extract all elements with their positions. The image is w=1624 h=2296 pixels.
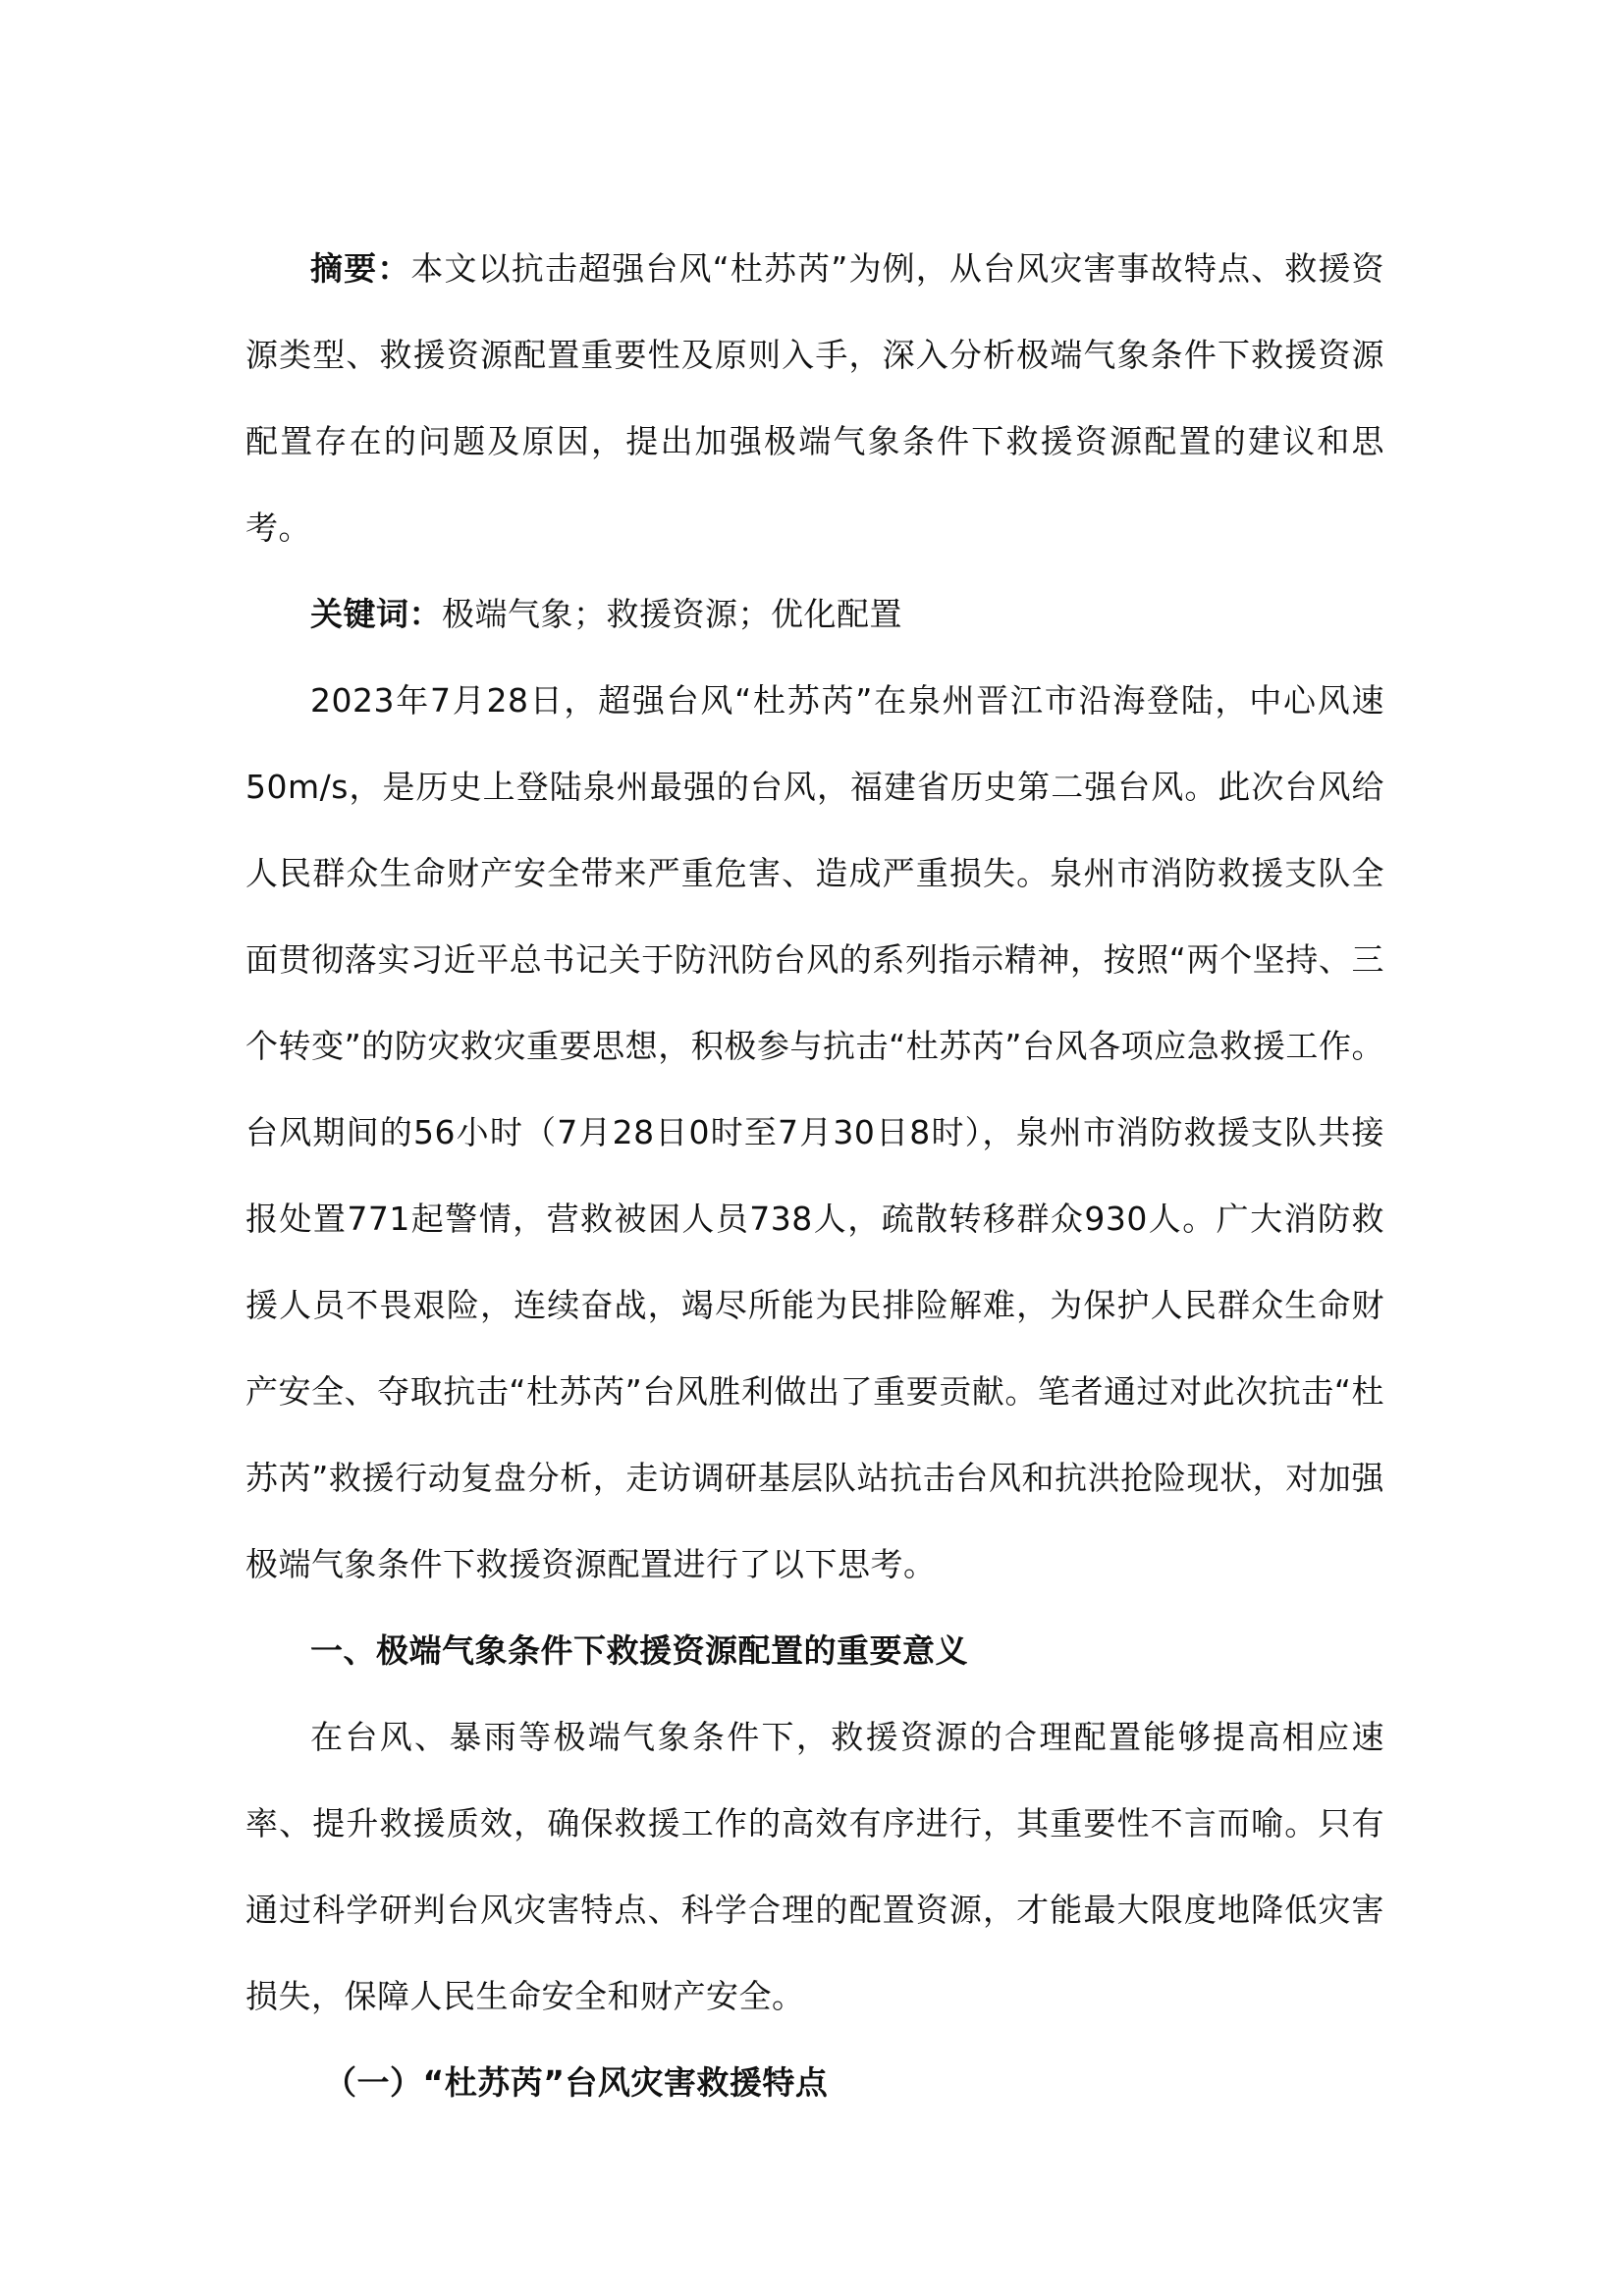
intro-paragraph: 2023年7月28日，超强台风“杜苏芮”在泉州晋江市沿海登陆，中心风速50m/s，是历史上登陆泉州最强的台风，福建省历史第二强台风。此次台风给人民群众生命财产安全带来严重危害、造成严重损失。泉州市消防救援支队全面贯彻落实习近平总书记关于防汛防台风的系列指示精神，按照“两个坚持、三个转变”的防灾救灾重要思想，积极参与抗击“杜苏芮”台风各项应急救援工作。台风期间的56小时（7月28日0时至7月30日8时），泉州市消防救援支队共接报处置771起警情，营救被困人员738人，疏散转移群众930人。广大消防救援人员不畏艰险，连续奋战，竭尽所能为民排险解难，为保护人民群众生命财产安全、夺取抗击“杜苏芮”台风胜利做出了重要贡献。笔者通过对此次抗击“杜苏芮”救援行动复盘分析，走访调研基层队站抗击台风和抗洪抢险现状，对加强极端气象条件下救援资源配置进行了以下思考。 (245, 681, 1384, 1583)
section-heading-1: 一、极端气象条件下救援资源配置的重要意义 (310, 1631, 968, 1670)
section-1-paragraph: 在台风、暴雨等极端气象条件下，救援资源的合理配置能够提高相应速率、提升救援质效，确保救援工作的高效有序进行，其重要性不言而喻。只有通过科学研判台风灾害特点、科学合理的配置资源，才能最大限度地降低灾害损失，保障人民生命安全和财产安全。 (245, 1718, 1384, 2015)
keywords-text: 极端气象；救援资源；优化配置 (442, 595, 902, 633)
keywords-label: 关键词： (310, 595, 442, 633)
keywords-paragraph (245, 571, 1384, 658)
abstract-label: 摘要： (310, 249, 411, 288)
subsection-heading-1: （一）“杜苏芮”台风灾害救援特点 (324, 2063, 829, 2102)
document-body (245, 226, 1384, 2126)
abstract-paragraph (245, 226, 1384, 571)
abstract-text: 本文以抗击超强台风“杜苏芮”为例，从台风灾害事故特点、救援资源类型、救援资源配置重要性及原则入手，深入分析极端气象条件下救援资源配置存在的问题及原因，提出加强极端气象条件下救援资源配置的建议和思考。 (245, 249, 1384, 547)
